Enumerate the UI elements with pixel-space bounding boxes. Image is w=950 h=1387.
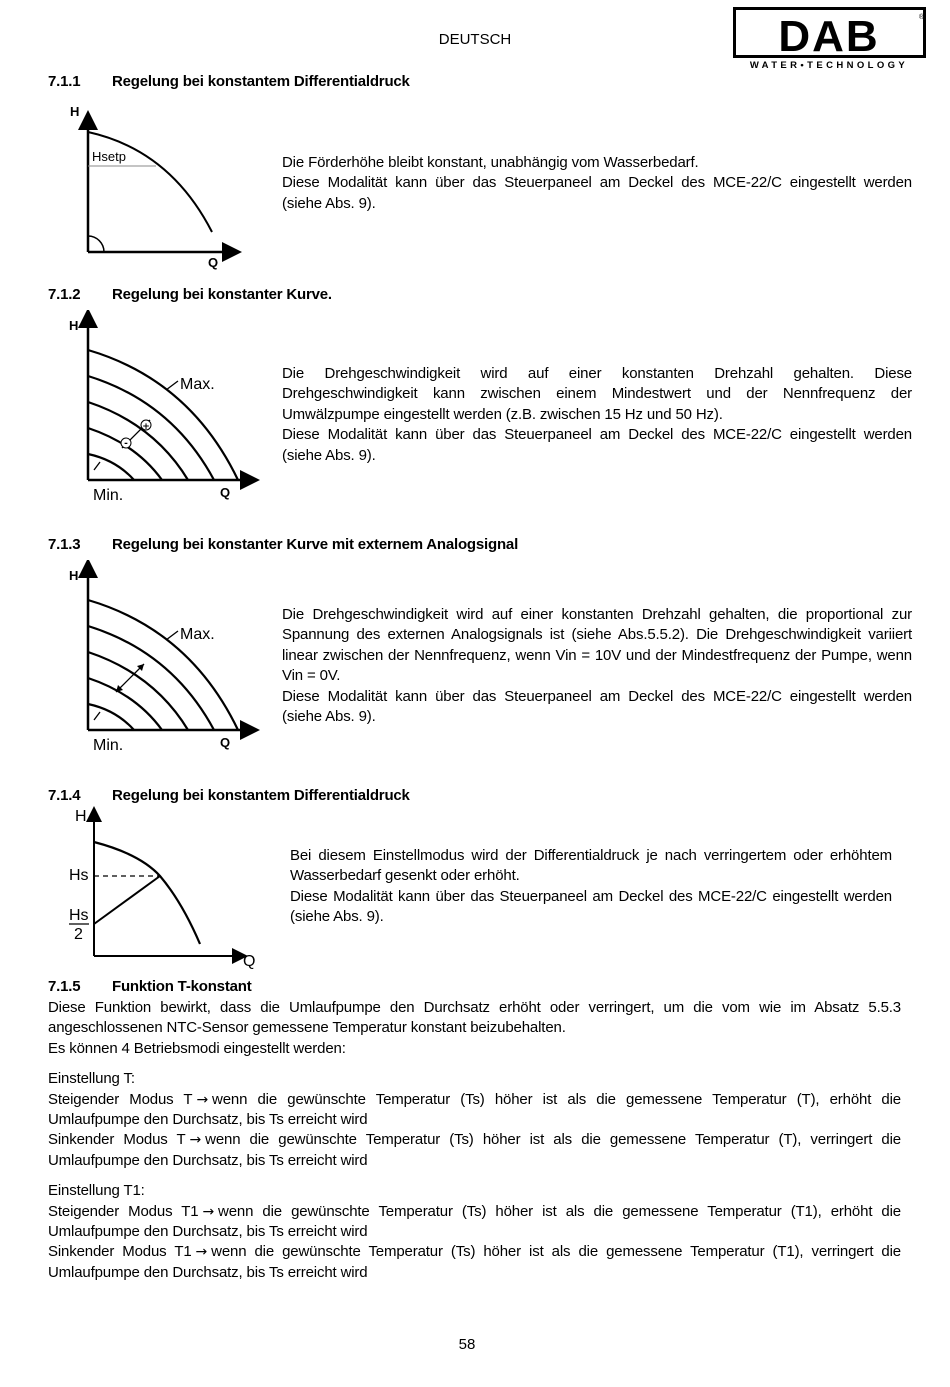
setting-heading: Einstellung T:	[48, 1070, 135, 1088]
section-number: 7.1.4	[48, 787, 81, 804]
constant-curve-diagram	[60, 310, 260, 510]
arrow-icon: →	[189, 1132, 202, 1149]
mode-item: Steigender Modus T → wenn die gewünschte Temperatur (Ts) höher ist als die gemessene Temperatur (T), erhöht die Umlaufpumpe den Durchsatz, bis Ts erreicht wird	[48, 1090, 901, 1129]
section-title: Funktion T-konstant	[112, 978, 252, 995]
header-language: DEUTSCH	[438, 31, 512, 48]
svg-text:-: -	[124, 439, 128, 449]
section-number: 7.1.1	[48, 73, 81, 90]
section-heading	[48, 286, 332, 303]
section-title: Regelung bei konstantem Differentialdruck	[112, 73, 410, 90]
section-heading	[48, 978, 252, 995]
min-label: Min.	[93, 737, 124, 754]
mode-item: Sinkender Modus T1 → wenn die gewünschte Temperatur (Ts) höher ist als die gemessene Temperatur (T1), verringert die Umlaufpumpe den Durchsatz, bis Ts erreicht wird	[48, 1243, 901, 1281]
hs-label: Hs	[69, 867, 89, 884]
section-number: 7.1.5	[48, 978, 81, 995]
axis-label-q: Q	[208, 255, 219, 270]
section-heading	[48, 787, 410, 804]
section-number: 7.1.2	[48, 286, 81, 303]
min-label: Min.	[93, 487, 124, 504]
dab-logo	[733, 7, 926, 71]
section-number: 7.1.3	[48, 536, 81, 553]
section-text: Die Drehgeschwindigkeit wird auf einer konstanten Drehzahl gehalten. Diese Drehgeschwindigkeit kann zwischen einem Mindestwert und der Nennfrequenz der Umwälzpumpe eingestellt werden (z.B. zwischen 15 Hz und 50 Hz). Diese Modalität kann über das Steuerpaneel am Deckel des MCE-22/C eingestellt werden (siehe Abs. 9).	[282, 365, 912, 464]
setpoint-label: Hsetp	[92, 149, 126, 164]
arrow-icon: →	[196, 1091, 209, 1108]
axis-label-h: H	[69, 318, 79, 333]
section-heading	[48, 536, 518, 553]
arrow-icon: →	[202, 1203, 215, 1220]
logo-text: DAB	[778, 12, 880, 61]
hs-half-numerator: Hs	[69, 907, 89, 924]
section-text: Die Drehgeschwindigkeit wird auf einer konstanten Drehzahl gehalten, die proportional zur Spannung des externen Analogsignals ist (siehe Abs.5.5.2). Die Drehgeschwindigkeit variiert linear zwischen der Nennfrequenz, wenn Vin = 10V und der Mindestfrequenz der Pumpe, wenn Vin = 0V. Diese Modalität kann über das Steuerpaneel am Deckel des MCE-22/C eingestellt werden (siehe Abs. 9).	[282, 606, 912, 726]
svg-text:+: +	[142, 422, 150, 432]
arrow-icon: →	[195, 1244, 208, 1261]
section-text: Bei diesem Einstellmodus wird der Differentialdruck je nach verringertem oder erhöhtem Wasserbedarf gesenkt oder erhöht. Diese Modalität kann über das Steuerpaneel am Deckel des MCE-22/C eingestellt werden (siehe Abs. 9).	[290, 847, 892, 926]
constant-pressure-diagram	[60, 100, 250, 272]
page-number: 58	[458, 1336, 476, 1353]
proportional-pressure-diagram	[60, 804, 270, 972]
setting-heading: Einstellung T1:	[48, 1182, 145, 1200]
axis-label-q: Q	[220, 485, 231, 500]
max-label: Max.	[180, 626, 215, 643]
mode-item: Steigender Modus T1 → wenn die gewünschte Temperatur (Ts) höher ist als die gemessene Temperatur (T1), erhöht die Umlaufpumpe den Durchsatz, bis Ts erreicht wird	[48, 1202, 902, 1241]
axis-label-h: H	[70, 104, 80, 119]
mode-item: Sinkender Modus T → wenn die gewünschte Temperatur (Ts) höher ist als die gemessene Temperatur (T), verringert die Umlaufpumpe den Durchsatz, bis Ts erreicht wird	[48, 1131, 902, 1169]
analog-signal-curve-diagram	[60, 560, 260, 760]
svg-text:®: ®	[919, 14, 925, 21]
intro-text: Diese Funktion bewirkt, dass die Umlaufpumpe den Durchsatz erhöht oder verringert, um die vom wie im Absatz 5.5.3 angeschlossenen NTC-Sensor gemessene Temperatur konstant beizubehalten.	[48, 999, 901, 1037]
max-label: Max.	[180, 376, 215, 393]
section-title: Regelung bei konstanter Kurve.	[112, 286, 332, 303]
t-constant-body	[48, 998, 901, 1283]
section-text: Die Förderhöhe bleibt konstant, unabhängig vom Wasserbedarf. Diese Modalität kann über das Steuerpaneel am Deckel des MCE-22/C eingestellt werden (siehe Abs. 9).	[282, 154, 912, 212]
axis-label-q: Q	[243, 953, 256, 970]
axis-label-h: H	[69, 568, 79, 583]
section-heading	[48, 73, 410, 90]
section-title: Regelung bei konstantem Differentialdruck	[112, 787, 410, 804]
logo-tagline: WATER•TECHNOLOGY	[749, 60, 909, 71]
section-title: Regelung bei konstanter Kurve mit externem Analogsignal	[112, 536, 519, 553]
hs-half-denominator: 2	[74, 926, 83, 943]
axis-label-h: H	[75, 808, 87, 825]
axis-label-q: Q	[220, 735, 231, 750]
intro-text: Es können 4 Betriebsmodi eingestellt werden:	[48, 1039, 346, 1057]
